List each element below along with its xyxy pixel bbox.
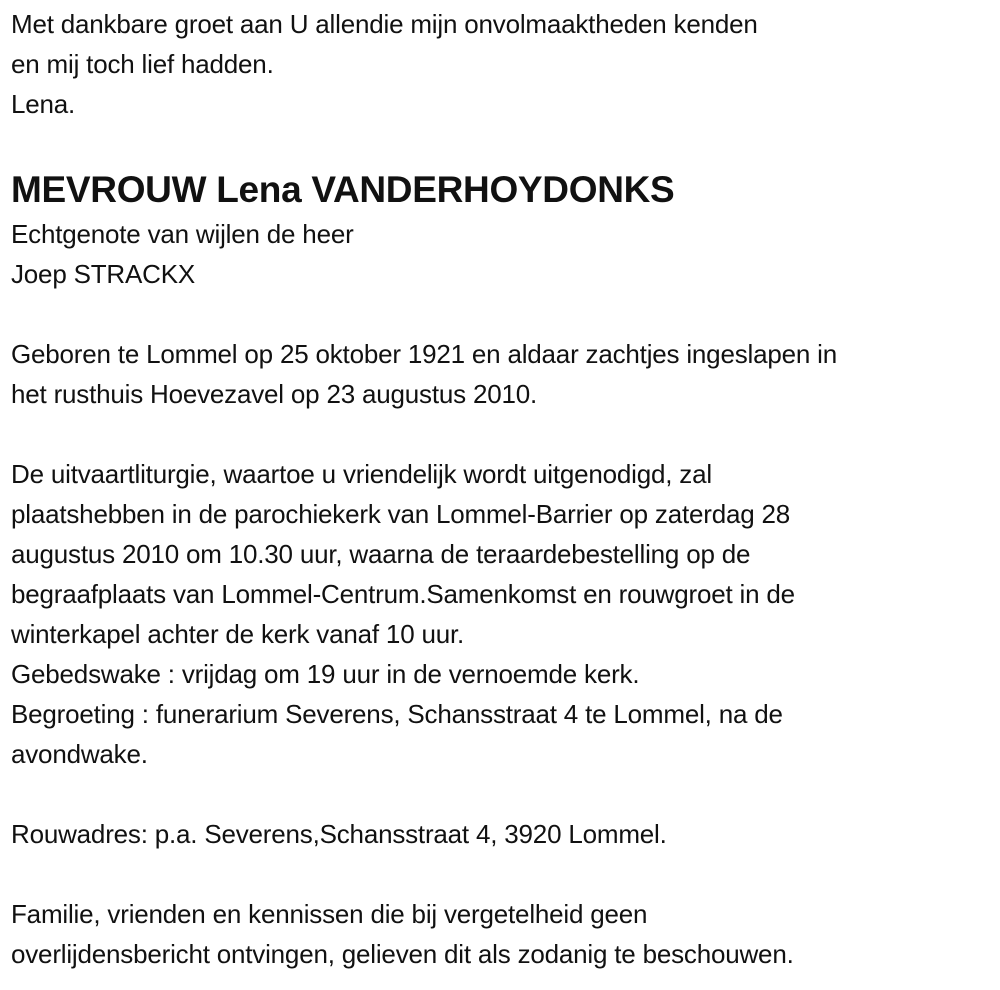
funeral-line: De uitvaartliturgie, waartoe u vriendelijk wordt uitgenodigd, zal bbox=[11, 459, 712, 489]
mourning-address-line: Rouwadres: p.a. Severens,Schansstraat 4, 3920 Lommel. bbox=[11, 819, 667, 849]
funeral-line: augustus 2010 om 10.30 uur, waarna de teraardebestelling op de bbox=[11, 539, 751, 569]
funeral-line: winterkapel achter de kerk vanaf 10 uur. bbox=[11, 619, 465, 649]
closing-block bbox=[11, 894, 996, 974]
funeral-details-block bbox=[11, 454, 996, 774]
closing-line: overlijdensbericht ontvingen, gelieven dit als zodanig te beschouwen. bbox=[11, 939, 794, 969]
birth-death-block bbox=[11, 334, 996, 414]
relation-block bbox=[11, 214, 996, 294]
birth-death-line: Geboren te Lommel op 25 oktober 1921 en aldaar zachtjes ingeslapen in bbox=[11, 339, 837, 369]
obituary-document bbox=[11, 4, 996, 974]
birth-death-line: het rusthuis Hoevezavel op 23 augustus 2010. bbox=[11, 379, 538, 409]
dedication-signature: Lena. bbox=[11, 89, 76, 119]
condolence-line: avondwake. bbox=[11, 739, 148, 769]
condolence-line: Begroeting : funerarium Severens, Schansstraat 4 te Lommel, na de bbox=[11, 699, 783, 729]
funeral-line: plaatshebben in de parochiekerk van Lommel-Barrier op zaterdag 28 bbox=[11, 499, 791, 529]
spacer bbox=[11, 774, 996, 814]
dedication-line: Met dankbare groet aan U allendie mijn onvolmaaktheden kenden bbox=[11, 9, 758, 39]
dedication-line: en mij toch lief hadden. bbox=[11, 49, 274, 79]
spacer bbox=[11, 294, 996, 334]
spacer bbox=[11, 854, 996, 894]
spouse-name: Joep STRACKX bbox=[11, 259, 196, 289]
relation-line: Echtgenote van wijlen de heer bbox=[11, 219, 354, 249]
mourning-address-block bbox=[11, 814, 996, 854]
dedication-block bbox=[11, 4, 996, 124]
funeral-line: begraafplaats van Lommel-Centrum.Samenkomst en rouwgroet in de bbox=[11, 579, 795, 609]
deceased-name-heading: MEVROUW Lena VANDERHOYDONKS bbox=[11, 169, 675, 210]
spacer bbox=[11, 414, 996, 454]
closing-line: Familie, vrienden en kennissen die bij vergetelheid geen bbox=[11, 899, 648, 929]
prayer-vigil-line: Gebedswake : vrijdag om 19 uur in de vernoemde kerk. bbox=[11, 659, 640, 689]
